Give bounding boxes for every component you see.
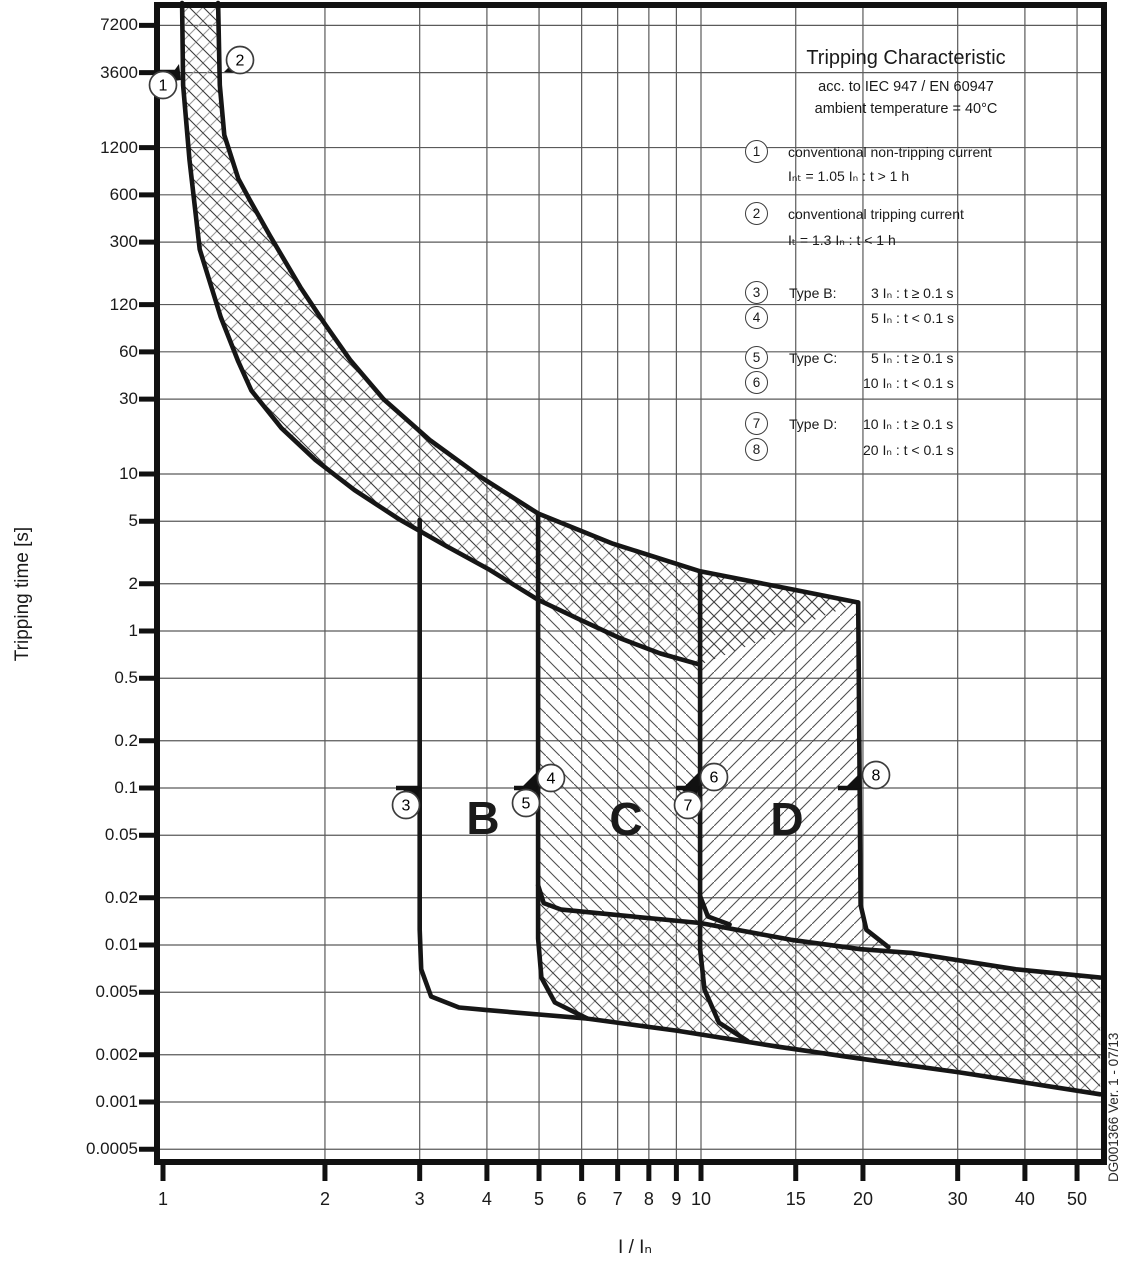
y-tick-label: 0.001 bbox=[95, 1092, 138, 1111]
hatched-regions bbox=[182, 3, 1100, 1094]
x-tick-label: 15 bbox=[785, 1189, 806, 1209]
y-tick-label: 300 bbox=[109, 232, 138, 252]
x-tick-label: 30 bbox=[947, 1189, 968, 1209]
legend-type-d-label: Type D: bbox=[789, 416, 838, 432]
y-tick-label: 1 bbox=[128, 621, 138, 640]
y-tick-label: 0.2 bbox=[114, 730, 138, 750]
marker-7 bbox=[675, 792, 702, 819]
y-tick-label: 5 bbox=[128, 511, 138, 531]
legend-type-c-line2: 10 Iₙ : t < 0.1 s bbox=[863, 375, 954, 391]
legend-type-d-line2: 20 Iₙ : t < 0.1 s bbox=[863, 442, 954, 458]
x-axis-title: I / Iₙ bbox=[618, 1237, 652, 1258]
legend-type-c-label: Type C: bbox=[789, 350, 838, 366]
legend-circle-8: 8 bbox=[745, 438, 768, 461]
legend-circle-7: 7 bbox=[745, 412, 768, 435]
marker-8 bbox=[863, 762, 890, 789]
marker-4-number: 4 bbox=[546, 770, 556, 788]
marker-1-number: 1 bbox=[158, 77, 168, 95]
legend-type-b-line2: 5 Iₙ : t < 0.1 s bbox=[871, 310, 955, 326]
legend-item-1-formula: Iₙₜ = 1.05 Iₙ : t > 1 h bbox=[788, 168, 910, 184]
marker-5 bbox=[513, 790, 540, 817]
y-tick-label: 0.0005 bbox=[86, 1139, 138, 1159]
marker-1 bbox=[150, 72, 177, 99]
y-tick-label: 60 bbox=[119, 341, 138, 361]
y-tick-label: 0.1 bbox=[114, 778, 138, 797]
marker-3 bbox=[393, 792, 420, 819]
region-label-b: B bbox=[466, 792, 500, 844]
legend-type-b-label: Type B: bbox=[789, 285, 837, 301]
y-tick-label: 0.05 bbox=[104, 825, 138, 845]
x-tick-label: 4 bbox=[481, 1189, 492, 1209]
y-tick-label: 10 bbox=[119, 464, 138, 483]
legend-type-c-line1: 5 Iₙ : t ≥ 0.1 s bbox=[871, 350, 954, 366]
legend-item-2-text: conventional tripping current bbox=[788, 206, 964, 222]
x-tick-label: 2 bbox=[319, 1189, 330, 1209]
legend-subtitle-temperature: ambient temperature = 40°C bbox=[814, 101, 998, 117]
y-tick-label: 0.02 bbox=[104, 887, 138, 907]
legend-circle-3: 3 bbox=[745, 281, 768, 304]
legend-title: Tripping Characteristic bbox=[806, 47, 1006, 69]
x-tick-label: 3 bbox=[414, 1189, 425, 1209]
x-tick-label: 50 bbox=[1067, 1189, 1088, 1209]
legend-circle-5: 5 bbox=[745, 346, 768, 369]
y-tick-label: 0.002 bbox=[95, 1044, 138, 1064]
marker-4 bbox=[538, 765, 565, 792]
y-tick-label: 2 bbox=[128, 573, 138, 593]
marker-2-number: 2 bbox=[235, 52, 245, 70]
legend-circle-6: 6 bbox=[745, 371, 768, 394]
marker-5-number: 5 bbox=[521, 795, 531, 813]
legend-type-d-line1: 10 Iₙ : t ≥ 0.1 s bbox=[863, 416, 954, 432]
y-tick-label: 0.01 bbox=[104, 935, 138, 954]
marker-6-number: 6 bbox=[709, 769, 719, 787]
x-tick-label: 5 bbox=[534, 1189, 545, 1209]
x-tick-label: 20 bbox=[852, 1189, 873, 1209]
y-tick-label: 1200 bbox=[100, 137, 138, 157]
x-tick-label: 6 bbox=[576, 1189, 587, 1209]
region-label-c: C bbox=[609, 793, 643, 845]
y-tick-label: 3600 bbox=[100, 62, 138, 82]
x-tick-label: 7 bbox=[612, 1189, 623, 1209]
y-tick-label: 600 bbox=[109, 184, 138, 204]
document-number: DG001366 Ver. 1 - 07/13 bbox=[1106, 1032, 1121, 1182]
y-tick-label: 0.005 bbox=[95, 982, 138, 1002]
legend-type-b-line1: 3 Iₙ : t ≥ 0.1 s bbox=[871, 285, 954, 301]
marker-3-number: 3 bbox=[401, 797, 411, 815]
marker-8-number: 8 bbox=[871, 767, 881, 785]
y-tick-label: 7200 bbox=[100, 15, 138, 35]
legend-circle-4: 4 bbox=[745, 306, 768, 329]
legend-item-1-text: conventional non-tripping current bbox=[788, 144, 992, 160]
x-tick-label: 40 bbox=[1014, 1189, 1035, 1209]
y-tick-label: 120 bbox=[109, 294, 138, 314]
x-tick-label: 8 bbox=[643, 1189, 654, 1209]
x-tick-label: 1 bbox=[157, 1189, 168, 1209]
marker-6 bbox=[701, 764, 728, 791]
region-label-d: D bbox=[770, 793, 804, 845]
legend-circle-2: 2 bbox=[745, 202, 768, 225]
y-axis-title: Tripping time [s] bbox=[12, 526, 33, 662]
marker-7-number: 7 bbox=[683, 797, 693, 815]
marker-2 bbox=[227, 47, 254, 74]
legend-circle-1: 1 bbox=[745, 140, 768, 163]
legend-subtitle-standard: acc. to IEC 947 / EN 60947 bbox=[818, 79, 994, 95]
legend-item-2-formula: Iₜ = 1.3 Iₙ : t < 1 h bbox=[788, 232, 896, 248]
x-tick-label: 9 bbox=[671, 1189, 682, 1209]
y-tick-label: 30 bbox=[119, 389, 138, 409]
y-tick-label: 0.5 bbox=[114, 668, 138, 688]
x-tick-label: 10 bbox=[690, 1189, 712, 1209]
